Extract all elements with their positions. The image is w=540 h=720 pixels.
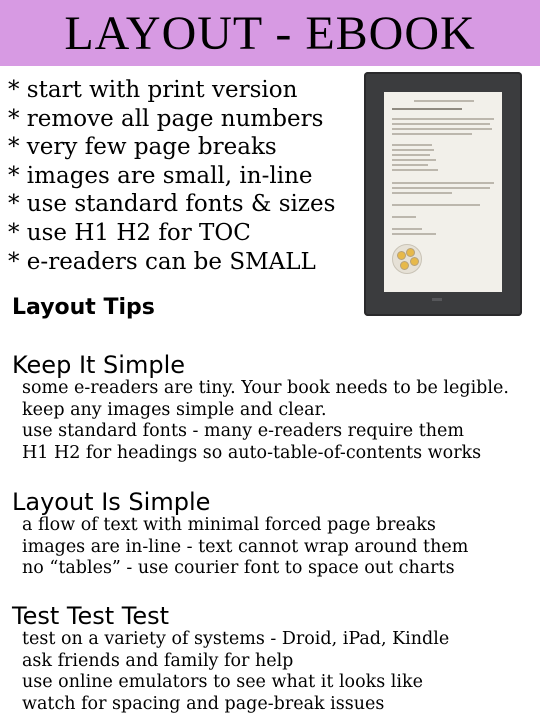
bullet-item: * start with print version <box>8 77 298 103</box>
section-line: use standard fonts - many e-readers require them <box>22 421 464 441</box>
section-line: some e-readers are tiny. Your book needs to be legible. <box>22 378 509 398</box>
section-line: ask friends and family for help <box>22 650 294 671</box>
bullet-item: * remove all page numbers <box>8 105 324 132</box>
bullet-item: * use H1 H2 for TOC <box>8 219 251 246</box>
bullet-item: * e-readers can be SMALL <box>8 248 316 275</box>
section-lines <box>22 378 509 464</box>
section-heading: Test Test Test <box>12 602 170 630</box>
ereader-screen <box>384 92 502 292</box>
page-title: LAYOUT - EBOOK <box>64 7 476 60</box>
bullet-item: * use standard fonts & sizes <box>8 191 336 218</box>
section-line: no “tables” - use courier font to space out charts <box>22 558 455 578</box>
summary-bullet-list <box>8 76 335 276</box>
ereader-device-image <box>364 72 522 316</box>
section-line: H1 H2 for headings so auto-table-of-contents works <box>22 442 482 463</box>
section-line: a flow of text with minimal forced page breaks <box>22 515 436 535</box>
section-line: watch for spacing and page-break issues <box>22 693 385 714</box>
deviled-eggs-photo <box>392 244 422 274</box>
section-line: use online emulators to see what it looks like <box>22 672 423 692</box>
layout-tips-heading: Layout Tips <box>12 295 155 320</box>
section-line: test on a variety of systems - Droid, iPad, Kindle <box>22 629 450 649</box>
device-button <box>432 298 442 301</box>
section-line: images are in-line - text cannot wrap around them <box>22 536 469 557</box>
section-line: keep any images simple and clear. <box>22 399 327 420</box>
section-lines <box>22 629 449 715</box>
section-heading: Layout Is Simple <box>12 488 211 516</box>
section-lines <box>22 515 468 580</box>
bullet-item: * very few page breaks <box>8 134 277 161</box>
bullet-item: * images are small, in-line <box>8 162 313 189</box>
section-heading: Keep It Simple <box>12 351 186 379</box>
